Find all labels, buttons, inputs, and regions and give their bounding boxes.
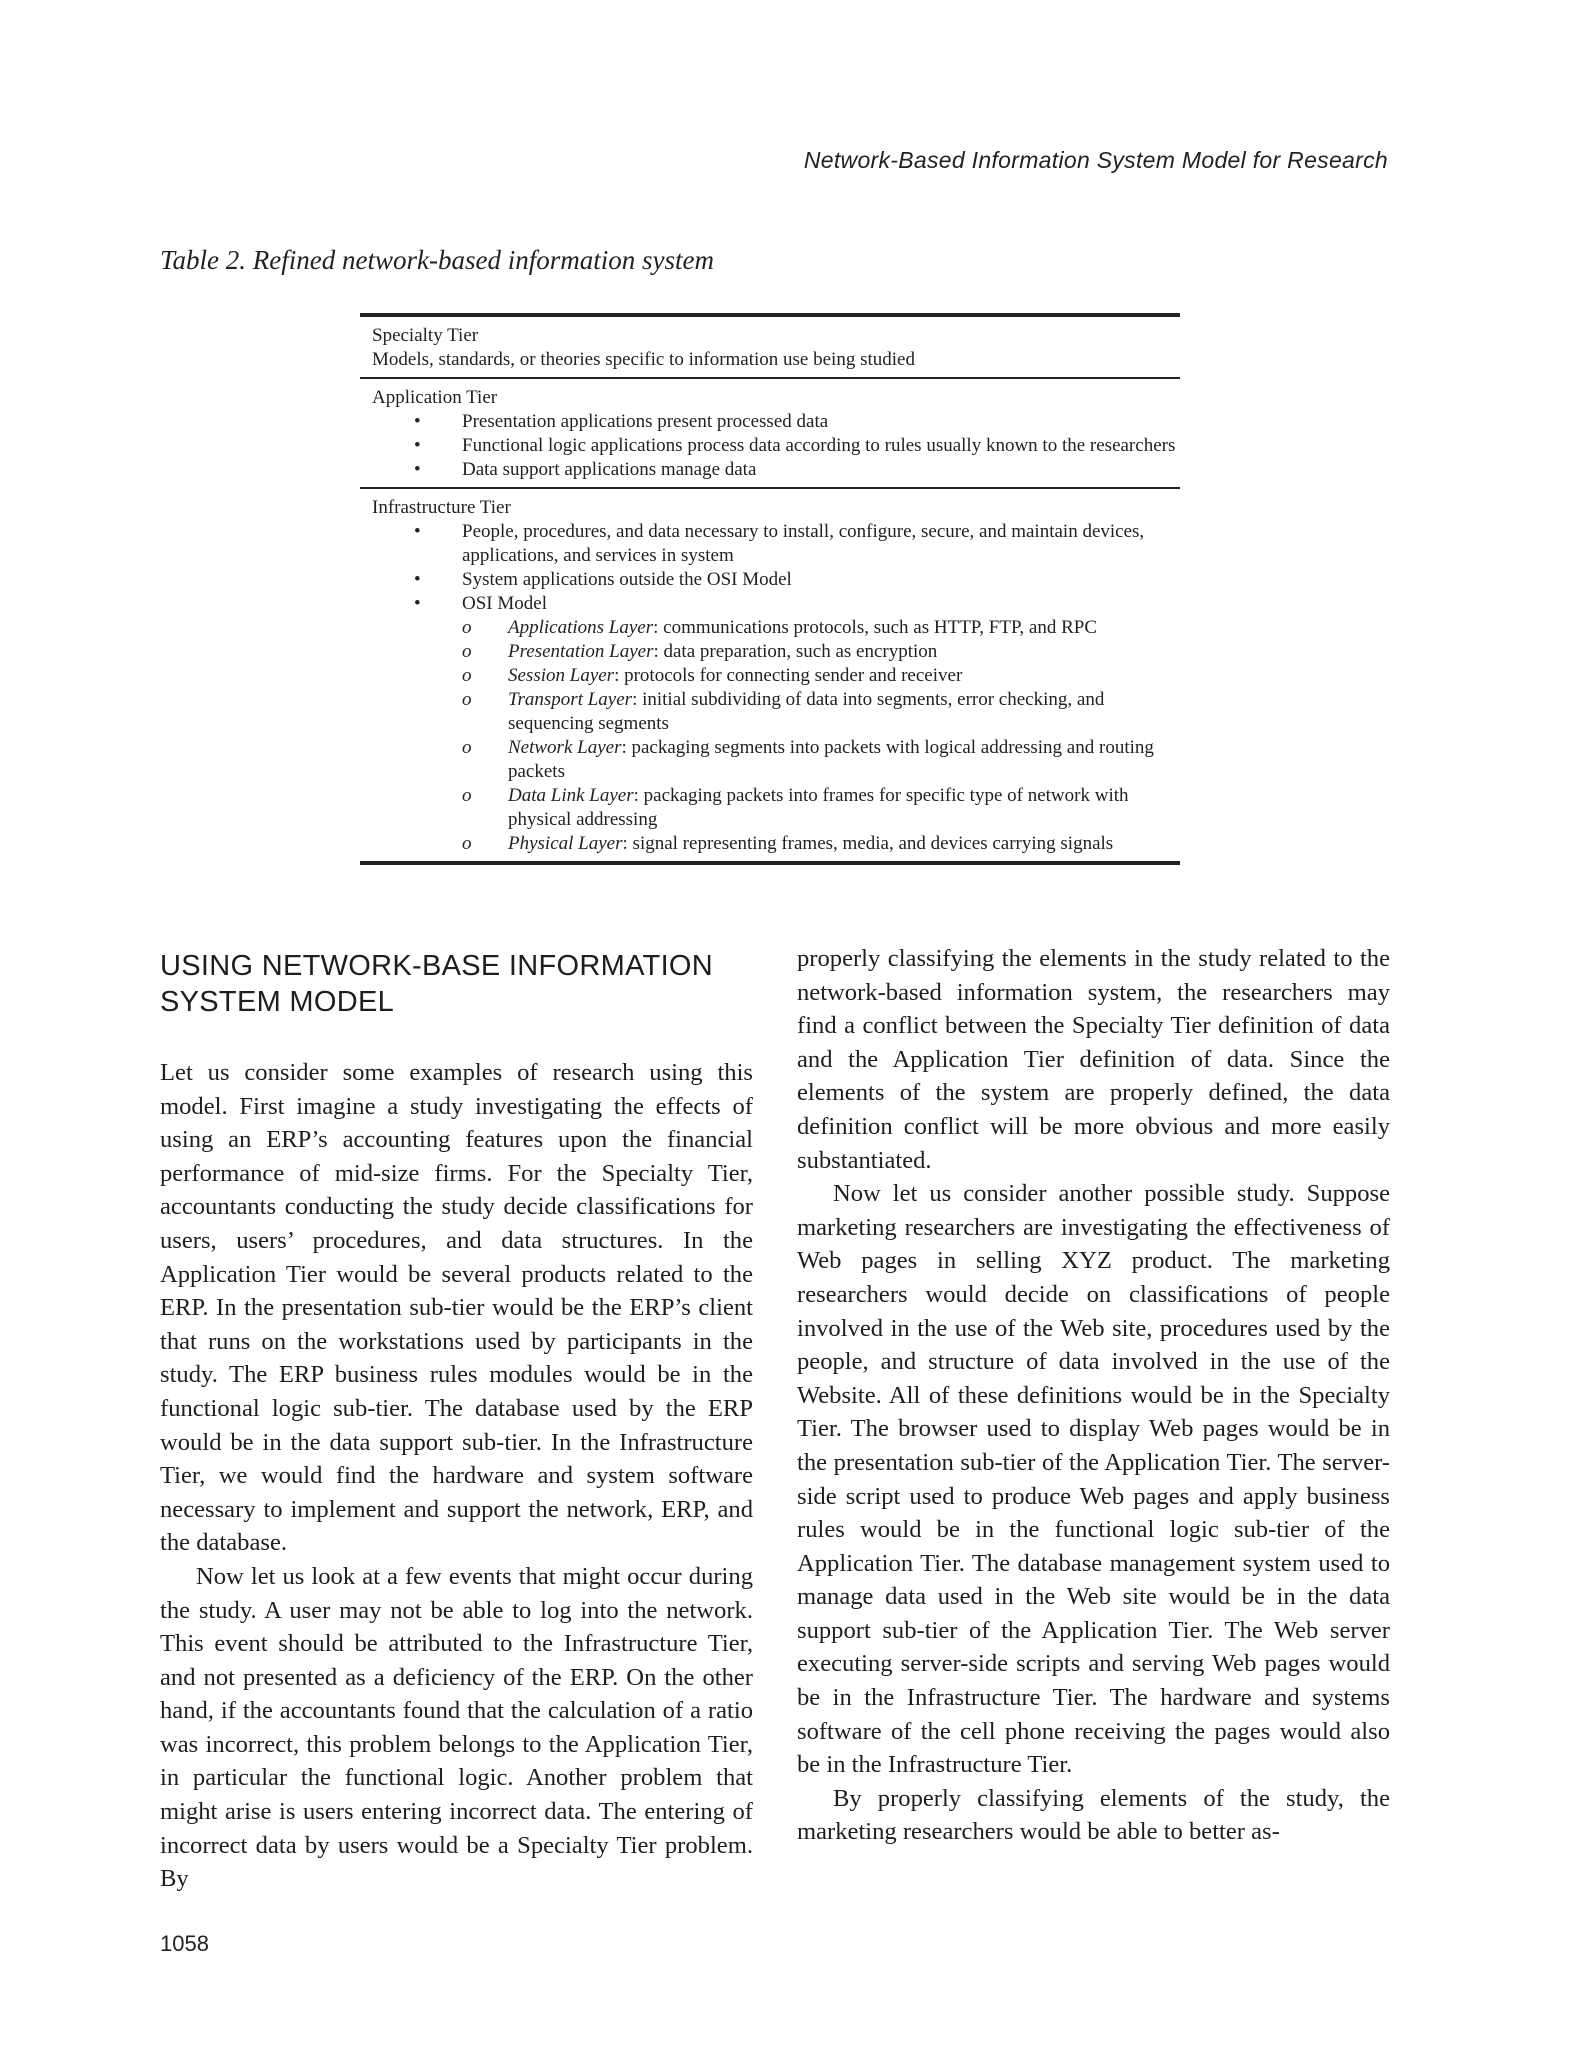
list-item: [372, 592, 1176, 856]
page-number: 1058: [160, 1931, 209, 1956]
bullet-icon: •: [414, 569, 421, 590]
item-text: Functional logic applications process data according to rules usually known to the researchers: [462, 435, 1176, 456]
osi-layer-list: [462, 616, 1176, 856]
running-head: Network-Based Information System Model for Research: [803, 147, 1388, 173]
item-text: OSI Model: [462, 593, 547, 614]
item-text: System applications outside the OSI Model: [462, 569, 792, 590]
sub-bullet-icon: o: [462, 737, 472, 758]
layer-text: : packaging packets into frames for specific type of network with physical addressing: [508, 785, 1129, 830]
infrastructure-tier-list: [372, 520, 1176, 856]
paragraph: Let us consider some examples of research using this model. First imagine a study investigating the effects of using an ERP’s accounting features upon the financial performance of mid-size firms. For the Specialty Tier, accountants conducting the study decide classifications for users, users’ procedures, and data structures. In the Application Tier would be several products related to the ERP. In the presentation sub-tier would be the ERP’s client that runs on the workstations used by participants in the study. The ERP business rules modules would be in the functional logic sub-tier. The database used by the ERP would be in the data support sub-tier. In the Infrastructure Tier, we would find the hardware and system software necessary to implement and support the network, ERP, and the database.: [160, 1059, 753, 1557]
paragraph: By properly classifying elements of the study, the marketing researchers would be able to better as-: [797, 1784, 1390, 1846]
layer-name: Transport Layer: [508, 689, 633, 710]
item-text: People, procedures, and data necessary to install, configure, secure, and maintain devices, applications, and services in system: [462, 521, 1145, 566]
layer-text: : protocols for connecting sender and receiver: [614, 665, 963, 686]
item-text: Data support applications manage data: [462, 459, 757, 480]
osi-layer-item: [372, 616, 1176, 640]
paragraph: Now let us look at a few events that might occur during the study. A user may not be able to log into the network. This event should be attributed to the Infrastructure Tier, and not presented as a deficiency of the ERP. On the other hand, if the accountants found that the calculation of a ratio was incorrect, this problem belongs to the Application Tier, in particular the functional logic. Another problem that might arise is users entering incorrect data. The entering of incorrect data by users would be a Specialty Tier problem. By: [160, 1562, 753, 1893]
layer-text: : initial subdividing of data into segments, error checking, and sequencing segments: [508, 689, 1105, 734]
sub-bullet-icon: o: [462, 617, 472, 638]
sub-bullet-icon: o: [462, 689, 472, 710]
specialty-tier: [360, 317, 1180, 377]
bullet-icon: •: [414, 411, 421, 432]
left-column: [160, 1056, 753, 1896]
layer-name: Session Layer: [508, 665, 615, 686]
list-item: [372, 434, 1176, 458]
layer-name: Presentation Layer: [508, 641, 654, 662]
list-item: [372, 568, 1176, 592]
sub-bullet-icon: o: [462, 641, 472, 662]
application-tier: [360, 377, 1180, 487]
layer-name: Physical Layer: [508, 833, 623, 854]
layer-text: : data preparation, such as encryption: [653, 641, 938, 662]
layer-name: Applications Layer: [508, 617, 654, 638]
layer-text: : packaging segments into packets with logical addressing and routing packets: [508, 737, 1154, 782]
sub-bullet-icon: o: [462, 785, 472, 806]
bullet-icon: •: [414, 521, 421, 542]
osi-layer-item: [372, 784, 1176, 832]
sub-bullet-icon: o: [462, 833, 472, 854]
layer-text: : signal representing frames, media, and devices carrying signals: [622, 833, 1114, 854]
tier-description: Models, standards, or theories specific to information use being studied: [372, 349, 915, 370]
list-item: [372, 410, 1176, 434]
bullet-icon: •: [414, 459, 421, 480]
tier-title: Application Tier: [372, 387, 498, 408]
osi-layer-item: [372, 664, 1176, 688]
application-tier-list: [372, 410, 1176, 482]
section-heading: USING NETWORK-BASE INFORMATION SYSTEM MODEL: [160, 950, 714, 1018]
bullet-icon: •: [414, 593, 421, 614]
layer-name: Data Link Layer: [508, 785, 634, 806]
osi-layer-item: [372, 832, 1176, 856]
osi-layer-item: [372, 688, 1176, 736]
tier-table: [360, 313, 1180, 865]
paragraph: Now let us consider another possible study. Suppose marketing researchers are investigating the effectiveness of Web pages in selling XYZ product. The marketing researchers would decide on classifications of people involved in the use of the Web site, procedures used by the people, and structure of data involved in the use of the Website. All of these definitions would be in the Specialty Tier. The browser used to display Web pages would be in the presentation sub-tier of the Application Tier. The server-side script used to produce Web pages and apply business rules would be in the functional logic sub-tier of the Application Tier. The database management system used to manage data used in the Web site would be in the data support sub-tier of the Application Tier. The Web server executing server-side scripts and serving Web pages would be in the Infrastructure Tier. The hardware and systems software of the cell phone receiving the pages would also be in the Infrastructure Tier.: [797, 1180, 1390, 1779]
right-column: [797, 942, 1390, 1849]
osi-layer-item: [372, 640, 1176, 664]
table-caption: Table 2. Refined network-based information system: [160, 245, 714, 275]
item-text: Presentation applications present processed data: [462, 411, 829, 432]
paragraph: properly classifying the elements in the study related to the network-based information system, the researchers may find a conflict between the Specialty Tier definition of data and the Application Tier definition of data. Since the elements of the system are properly defined, the data definition conflict will be more obvious and more easily substantiated.: [797, 945, 1390, 1174]
osi-layer-item: [372, 736, 1176, 784]
list-item: [372, 458, 1176, 482]
sub-bullet-icon: o: [462, 665, 472, 686]
list-item: [372, 520, 1176, 568]
tier-title: Specialty Tier: [372, 325, 479, 346]
tier-title: Infrastructure Tier: [372, 497, 511, 518]
bullet-icon: •: [414, 435, 421, 456]
layer-text: : communications protocols, such as HTTP, FTP, and RPC: [653, 617, 1097, 638]
infrastructure-tier: [360, 487, 1180, 861]
layer-name: Network Layer: [508, 737, 622, 758]
